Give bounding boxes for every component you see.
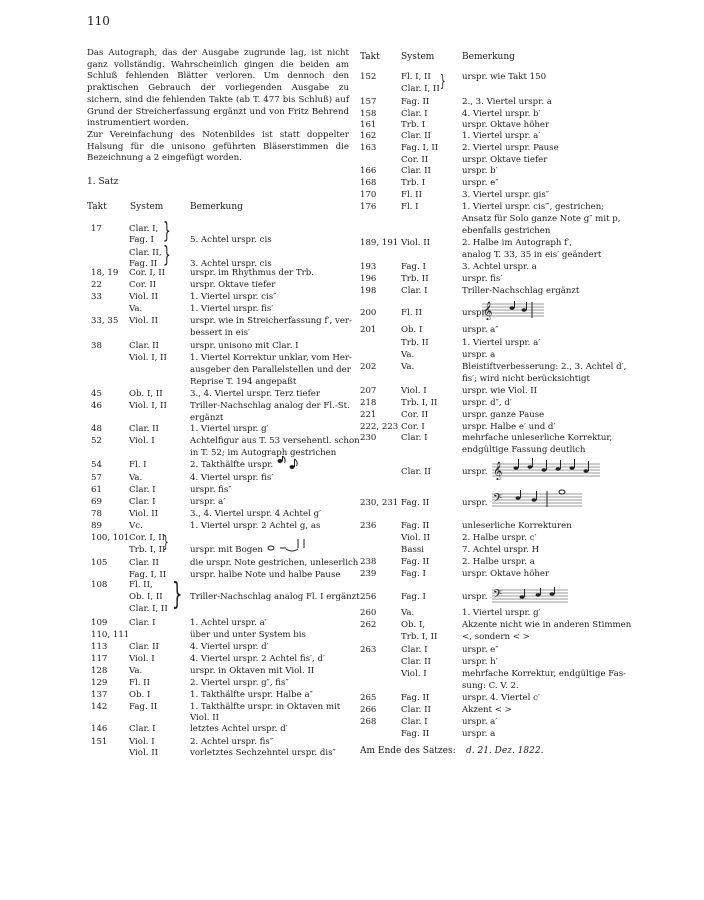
cell-takt: 166 [360,166,377,176]
cell-bem: 4. Viertel urspr. b′ [462,109,541,119]
cell-takt: 157 [360,97,377,107]
cell-bem: urspr. im Rhythmus der Trb. [190,268,314,278]
cell-takt: 57 [91,473,102,483]
cell-system: Fag. II [129,702,158,712]
cell-bem: 2. Viertel urspr. Pause [462,143,559,153]
cell-bem: urspr. Oktave tiefer [462,155,548,165]
cell-bem: urspr. Oktave höher [462,120,550,130]
cell-takt: 222, 223 [360,422,399,432]
cell-takt: 193 [360,262,377,272]
cell-takt: 142 [91,702,108,712]
cell-takt: 239 [360,569,377,579]
cell-takt: 61 [91,485,102,495]
cell-system: Clar. II [401,467,431,477]
cell-takt: 230 [360,433,377,443]
cell-bem: urspr. fis′ [462,274,503,284]
section-title: 1. Satz [87,177,119,187]
cell-bem: urspr. e″ [462,178,499,188]
cell-bem: urspr. 4. Viertel c′ [462,693,540,703]
cell-system: Fl. II [129,678,150,688]
cell-bem: urspr. mit Bogen [190,545,263,555]
cell-system: Cor. I, II [129,533,166,543]
cell-bem: Akzent < > [462,705,512,715]
cell-takt: 46 [91,401,102,411]
cell-bem: <, sondern < > [462,632,530,642]
cell-bem: 2. Achtel urspr. fis″ [190,737,274,747]
cell-takt: 218 [360,398,377,408]
cell-bem: 4. Viertel urspr. 2 Achtel fis′, d′ [190,654,325,664]
brace-icon: } [163,532,169,551]
cell-system: Viol. I [129,737,155,747]
cell-system: Clar. I, [129,224,159,234]
cell-takt: 78 [91,509,102,519]
cell-system: Vc. [129,521,143,531]
cell-system: Va. [401,362,415,372]
cell-system: Ob. I, [401,620,426,630]
cell-bem: 1. Viertel Korrektur unklar, vom Her- [190,353,352,363]
cell-bem: 1. Viertel urspr. g′ [462,608,541,618]
cell-takt: 45 [91,389,102,399]
cell-takt: 113 [91,642,108,652]
cell-system: Cor. II [401,410,429,420]
cell-bem: 1. Viertel urspr. g′ [190,424,269,434]
cell-bem: urspr. Oktave höher [462,569,550,579]
cell-takt: 146 [91,724,108,734]
cell-bem: 3., 4. Viertel urspr. Terz tiefer [190,389,320,399]
cell-bem: 1. Takthälfte urspr. in Oktaven mit [190,702,341,712]
intro-paragraph-2: Zur Vereinfachung des Notenbildes ist statt doppelter Halsung für die unisono geführten Bläserstimmen die Bezeichnung a 2 eingefügt worden. [87,129,349,164]
cell-system: Va. [129,304,143,314]
cell-system: Clar. I [129,724,156,734]
cell-bem: urspr. a′ [462,717,498,727]
cell-takt: 170 [360,190,377,200]
cell-bem: unleserliche Korrekturen [462,521,572,531]
brace-icon: } [172,577,183,612]
brace-icon: } [163,243,171,268]
cell-system: Cor. I, II [129,268,166,278]
cell-takt: 161 [360,120,377,130]
cell-takt: 162 [360,131,377,141]
cell-bem: 7. Achtel urspr. H [462,545,540,555]
cell-bem: urspr. Oktave tiefer [190,280,276,290]
cell-system: Fag. II [401,97,430,107]
cell-bem: urspr. fis″ [190,485,232,495]
cell-system: Fag. I, II [129,570,167,580]
music-notation-fl1-t54 [276,456,298,472]
cell-bem: 3. Achtel urspr. cis [190,259,272,269]
cell-takt: 117 [91,654,108,664]
cell-system: Fag. II [129,259,158,269]
cell-system: Clar. I [129,497,156,507]
cell-takt: 69 [91,497,102,507]
ending-date: d. 21. Dez. 1822. [466,746,544,756]
cell-takt: 256 [360,592,377,602]
left-table [87,0,360,900]
intro-paragraph-1: Das Autograph, das der Ausgabe zugrunde lag, ist nicht ganz vollständig. Wahrscheinlich gingen die beiden am Schluß fehlenden Blätter verloren. Um dennoch den praktischen Gebrauch der vorliegenden Ausgabe zu sichern, sind die fehlenden Takte (ab T. 477 bis Schluß) auf Grund der Streicherfassung ergänzt und von Fritz Behrend instrumentiert worden. [87,48,349,129]
cell-system: Clar. I [129,485,156,495]
cell-takt: 268 [360,717,377,727]
cell-takt: 176 [360,202,377,212]
cell-bem: 1. Viertel urspr. a′ [462,338,541,348]
cell-bem: 2. Viertel urspr. g″, fis″ [190,678,289,688]
cell-takt: 260 [360,608,377,618]
ending-label: Am Ende des Satzes: [360,746,456,756]
cell-takt: 48 [91,424,102,434]
cell-takt: 168 [360,178,377,188]
cell-takt: 108 [91,580,108,590]
header-bemerkung-left: Bemerkung [190,202,243,212]
cell-bem: ausgeber den Parallelstellen und der [190,365,351,375]
cell-takt: 198 [360,286,377,296]
cell-takt: 128 [91,666,108,676]
cell-system: Trb. II [401,274,429,284]
cell-takt: 137 [91,690,108,700]
cell-system: Trb. I, II [401,632,438,642]
cell-takt: 18, 19 [91,268,119,278]
cell-system: Fag. I [401,569,426,579]
cell-takt: 89 [91,521,102,531]
cell-bem: urspr. [462,498,488,508]
cell-bem: fis′; wird nicht berücksichtigt [462,374,590,384]
cell-system: Clar. II [401,131,431,141]
svg-text:𝄢: 𝄢 [493,588,503,604]
cell-bem: 1. Viertel urspr. 2 Achtel g, as [190,521,321,531]
cell-system: Va. [129,666,143,676]
cell-system: Clar. II [129,424,159,434]
cell-takt: 105 [91,558,108,568]
cell-system: Trb. I [401,120,426,130]
cell-system: Clar. II [129,642,159,652]
cell-takt: 262 [360,620,377,630]
cell-bem: 2. Halbe urspr. a [462,557,535,567]
cell-system: Viol. I [129,436,155,446]
cell-system: Fag. I [401,592,426,602]
cell-bem: urspr. d″, d′ [462,398,512,408]
cell-bem: in T. 52; im Autograph gestrichen [190,448,337,458]
svg-text:𝄢: 𝄢 [493,492,503,508]
cell-bem: die urspr. Note gestrichen, unleserlich [190,558,359,568]
cell-takt: 238 [360,557,377,567]
cell-bem: Triller-Nachschlag ergänzt [462,286,580,296]
cell-system: Bassi [401,545,425,555]
cell-system: Fl. II [401,190,422,200]
cell-system: Viol. I [401,669,427,679]
cell-takt: 33, 35 [91,316,119,326]
music-staff-clar2-t230 [492,456,600,480]
brace-icon: } [440,71,446,90]
cell-system: Clar. I [401,717,428,727]
cell-bem: bessert in eis′ [190,328,250,338]
header-takt-right: Takt [360,52,380,62]
cell-takt: 22 [91,280,102,290]
cell-bem: urspr. b′ [462,166,498,176]
cell-system: Trb. I, II [129,545,166,555]
cell-takt: 263 [360,645,377,655]
cell-bem: urspr. wie Takt 150 [462,72,547,82]
header-system-left: System [130,202,164,212]
cell-system: Viol. I [401,386,427,396]
cell-bem: urspr. [462,308,488,318]
cell-takt: 38 [91,341,102,351]
cell-bem: analog T. 33, 35 in eis′ geändert [462,250,602,260]
cell-bem: sung: C. V. 2. [462,681,519,691]
cell-bem: 2., 3. Viertel urspr. a [462,97,552,107]
cell-bem: urspr. [462,467,488,477]
header-system-right: System [401,52,435,62]
cell-bem: 3., 4. Viertel urspr. 4 Achtel g′ [190,509,322,519]
music-staff-fag2-t230 [492,488,582,510]
cell-takt: 158 [360,109,377,119]
cell-takt: 110, 111 [91,630,130,640]
cell-takt: 54 [91,460,102,470]
cell-system: Clar. I [401,286,428,296]
cell-system: Clar. I [401,433,428,443]
cell-takt: 189, 191 [360,238,399,248]
cell-system: Va. [401,608,415,618]
svg-text:𝄞: 𝄞 [493,461,503,480]
cell-system: Fl. II [401,308,422,318]
cell-system: Fag. II [401,521,430,531]
header-takt-left: Takt [87,202,107,212]
cell-system: Viol. II [129,292,158,302]
cell-system: Fag. II [401,557,430,567]
header-bemerkung-right: Bemerkung [462,52,515,62]
cell-system: Fag. I [401,262,426,272]
cell-takt: 33 [91,292,102,302]
cell-bem: 2. Halbe urspr. c′ [462,533,537,543]
cell-system: Viol. II [129,748,158,758]
cell-bem: 1. Viertel urspr. a′ [462,131,541,141]
cell-bem: urspr. unisono mit Clar. I [190,341,299,351]
cell-takt: 230, 231 [360,498,399,508]
cell-bem: urspr. wie Viol. II [462,386,538,396]
cell-bem: 1. Takthälfte urspr. Halbe a″ [190,690,313,700]
cell-bem: endgültige Fassung deutlich [462,445,586,455]
cell-system: Fag. I, II [401,143,439,153]
cell-bem: urspr. wie in Streicherfassung f′, ver- [190,316,352,326]
cell-system: Fag. II [401,729,430,739]
cell-bem: Akzente nicht wie in anderen Stimmen [462,620,632,630]
cell-system: Ob. I, II [129,389,163,399]
cell-bem: Ansatz für Solo ganze Note g″ mit p, [462,214,621,224]
cell-bem: über und unter System bis [190,630,306,640]
cell-bem: 3. Viertel urspr. gis″ [462,190,549,200]
cell-bem: 1. Viertel urspr. cis‴, gestrichen; [462,202,605,212]
cell-system: Clar. I, II [401,84,440,94]
cell-bem: urspr. e″ [462,645,499,655]
cell-system: Fag. II [401,693,430,703]
cell-bem: mehrfache Korrektur, endgültige Fas- [462,669,627,679]
cell-takt: 152 [360,72,377,82]
cell-bem: urspr. ganze Pause [462,410,545,420]
cell-bem: 2. Halbe im Autograph f′, [462,238,572,248]
cell-takt: 151 [91,737,108,747]
cell-takt: 17 [91,224,102,234]
svg-text:𝄞: 𝄞 [483,301,493,320]
cell-bem: letztes Achtel urspr. d′ [190,724,288,734]
cell-bem: Triller-Nachschlag analog der Fl.-St. [190,401,350,411]
brace-icon: } [163,219,171,244]
cell-bem: urspr. Halbe e′ und d′ [462,422,556,432]
cell-takt: 129 [91,678,108,688]
page-number: 110 [87,14,110,28]
cell-system: Fl. II, [129,580,153,590]
cell-bem: vorletztes Sechzehntel urspr. dis″ [190,748,336,758]
cell-bem: urspr. h′ [462,657,498,667]
cell-system: Clar. II [401,166,431,176]
cell-system: Clar. II, [129,248,162,258]
cell-system: Trb. I, II [401,398,438,408]
cell-system: Viol. II [129,316,158,326]
cell-bem: Bleistiftverbesserung: 2., 3. Achtel d′, [462,362,627,372]
cell-system: Clar. I [129,618,156,628]
cell-bem: 2. Takthälfte urspr. [190,460,274,470]
cell-takt: 200 [360,308,377,318]
cell-bem: urspr. a [462,350,496,360]
cell-system: Viol. I, II [129,353,167,363]
cell-takt: 221 [360,410,377,420]
cell-takt: 265 [360,693,377,703]
cell-takt: 52 [91,436,102,446]
cell-takt: 100, 101 [91,533,130,543]
cell-system: Clar. I, II [129,604,168,614]
music-notation-tie [266,537,310,553]
cell-takt: 196 [360,274,377,284]
right-table [360,0,660,900]
cell-system: Fag. I [129,235,154,245]
cell-system: Viol. II [401,533,430,543]
cell-bem: mehrfache unleserliche Korrektur, [462,433,613,443]
cell-system: Clar. I [401,109,428,119]
cell-system: Ob. I, II [129,592,163,602]
cell-system: Va. [129,473,143,483]
cell-system: Cor. II [401,155,429,165]
cell-system: Cor. II [129,280,157,290]
music-staff-fl2-t200 [482,300,544,320]
music-staff-fag1-t256 [492,586,568,606]
cell-system: Viol. II [129,509,158,519]
cell-system: Viol. I [129,654,155,664]
cell-bem: ebenfalls gestrichen [462,226,551,236]
cell-bem: 5. Achtel urspr. cis [190,235,272,245]
cell-system: Viol. I, II [129,401,167,411]
cell-bem: ergänzt [190,413,224,423]
cell-system: Ob. I [129,690,151,700]
cell-takt: 202 [360,362,377,372]
cell-bem: 4. Viertel urspr. fis′ [190,473,274,483]
cell-bem: Triller-Nachschlag analog Fl. I ergänzt [190,592,360,602]
cell-bem: 3. Achtel urspr. a [462,262,537,272]
cell-bem: 1. Viertel urspr. fis′ [190,304,274,314]
cell-bem: 1. Achtel urspr. a′ [190,618,267,628]
cell-bem: urspr. a′ [190,497,226,507]
cell-system: Cor. I [401,422,425,432]
cell-bem: urspr. [462,592,488,602]
cell-bem: urspr. a [462,729,496,739]
cell-takt: 109 [91,618,108,628]
cell-system: Clar. II [129,558,159,568]
cell-takt: 266 [360,705,377,715]
cell-system: Trb. II [401,338,429,348]
cell-system: Ob. I [401,325,423,335]
cell-bem: Viol. II [190,713,219,723]
cell-system: Fl. I, II [401,72,431,82]
cell-bem: Reprise T. 194 angepaßt [190,377,297,387]
cell-takt: 207 [360,386,377,396]
cell-takt: 163 [360,143,377,153]
cell-system: Va. [401,350,415,360]
cell-takt: 236 [360,521,377,531]
cell-takt: 201 [360,325,377,335]
cell-system: Clar. II [401,705,431,715]
cell-system: Fl. I [129,460,147,470]
cell-system: Fl. I [401,202,419,212]
cell-system: Fag. II [401,498,430,508]
cell-bem: urspr. in Oktaven mit Viol. II [190,666,315,676]
cell-bem: Achtelfigur aus T. 53 versehentl. schon [190,436,360,446]
cell-system: Trb. I [401,178,426,188]
cell-system: Clar. I [401,645,428,655]
cell-bem: 1. Viertel urspr. cis″ [190,292,277,302]
cell-bem: 4. Viertel urspr. d′ [190,642,269,652]
cell-system: Clar. II [129,341,159,351]
cell-bem: urspr. a″ [462,325,499,335]
cell-system: Viol. II [401,238,430,248]
cell-system: Clar. II [401,657,431,667]
cell-bem: urspr. halbe Note und halbe Pause [190,570,341,580]
